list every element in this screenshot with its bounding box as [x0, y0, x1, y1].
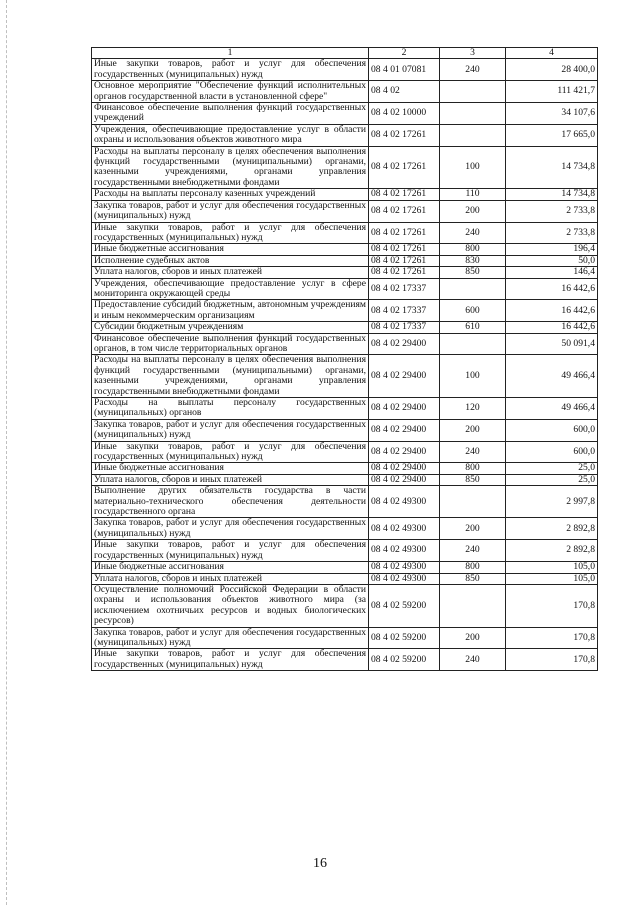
table-row — [92, 627, 598, 649]
row-code: 08 4 02 59200 — [369, 649, 440, 671]
table-row — [92, 124, 598, 146]
row-amount: 16 442,6 — [506, 278, 598, 300]
row-amount: 196,4 — [506, 244, 598, 255]
row-name: Уплата налогов, сборов и иных платежей — [92, 474, 369, 485]
row-amount: 2 892,8 — [506, 540, 598, 562]
row-amount: 14 734,8 — [506, 146, 598, 189]
table-row — [92, 562, 598, 573]
row-expense-type — [440, 333, 506, 355]
row-code: 08 4 02 59200 — [369, 627, 440, 649]
table-row — [92, 59, 598, 81]
row-amount: 14 734,8 — [506, 189, 598, 200]
row-amount: 2 733,8 — [506, 222, 598, 244]
row-amount: 105,0 — [506, 562, 598, 573]
table-row — [92, 463, 598, 474]
row-expense-type — [440, 124, 506, 146]
table-row — [92, 222, 598, 244]
row-amount: 2 892,8 — [506, 518, 598, 540]
row-code: 08 4 02 17337 — [369, 322, 440, 333]
header-col-4: 4 — [506, 48, 598, 59]
row-expense-type: 240 — [440, 222, 506, 244]
row-code: 08 4 01 07081 — [369, 59, 440, 81]
row-name: Иные бюджетные ассигнования — [92, 562, 369, 573]
row-name: Выполнение других обязательств государства в части материально-технического обеспечения деятельности государственного органа — [92, 486, 369, 518]
table-row — [92, 146, 598, 189]
row-name: Основное мероприятие "Обеспечение функций исполнительных органов государственной власти в установленной сфере" — [92, 81, 369, 103]
row-amount: 49 466,4 — [506, 398, 598, 420]
row-expense-type: 200 — [440, 518, 506, 540]
row-amount: 2 997,8 — [506, 486, 598, 518]
header-row — [92, 48, 598, 59]
row-name: Закупка товаров, работ и услуг для обеспечения государственных (муниципальных) нужд — [92, 627, 369, 649]
row-expense-type — [440, 81, 506, 103]
row-code: 08 4 02 49300 — [369, 540, 440, 562]
table-row — [92, 573, 598, 584]
row-expense-type — [440, 584, 506, 627]
row-code: 08 4 02 29400 — [369, 355, 440, 398]
row-amount: 170,8 — [506, 584, 598, 627]
row-amount: 50,0 — [506, 255, 598, 266]
row-expense-type: 600 — [440, 300, 506, 322]
row-expense-type: 200 — [440, 200, 506, 222]
table-row — [92, 398, 598, 420]
table-row — [92, 584, 598, 627]
row-expense-type: 100 — [440, 355, 506, 398]
row-amount: 2 733,8 — [506, 200, 598, 222]
row-amount: 600,0 — [506, 441, 598, 463]
row-expense-type: 240 — [440, 540, 506, 562]
table-row — [92, 474, 598, 485]
row-name: Расходы на выплаты персоналу в целях обеспечения выполнения функций государственными (муниципальными) органами, казенными учреждениями, органами управления государственными внебюджетными фондами — [92, 355, 369, 398]
row-expense-type: 850 — [440, 474, 506, 485]
row-code: 08 4 02 — [369, 81, 440, 103]
row-name: Закупка товаров, работ и услуг для обеспечения государственных (муниципальных) нужд — [92, 419, 369, 441]
row-code: 08 4 02 17261 — [369, 124, 440, 146]
row-code: 08 4 02 17261 — [369, 200, 440, 222]
row-code: 08 4 02 17337 — [369, 300, 440, 322]
row-amount: 170,8 — [506, 649, 598, 671]
table-row — [92, 200, 598, 222]
row-amount: 16 442,6 — [506, 322, 598, 333]
table-row — [92, 441, 598, 463]
row-expense-type: 240 — [440, 441, 506, 463]
row-expense-type: 100 — [440, 146, 506, 189]
row-name: Предоставление субсидий бюджетным, автономным учреждениям и иным некоммерческим организациям — [92, 300, 369, 322]
row-amount: 17 665,0 — [506, 124, 598, 146]
row-code: 08 4 02 49300 — [369, 486, 440, 518]
row-expense-type: 850 — [440, 573, 506, 584]
row-expense-type: 800 — [440, 463, 506, 474]
row-expense-type — [440, 486, 506, 518]
table-row — [92, 267, 598, 278]
row-code: 08 4 02 17261 — [369, 267, 440, 278]
row-amount: 111 421,7 — [506, 81, 598, 103]
table-row — [92, 649, 598, 671]
row-code: 08 4 02 17337 — [369, 278, 440, 300]
row-code: 08 4 02 17261 — [369, 146, 440, 189]
row-code: 08 4 02 29400 — [369, 474, 440, 485]
row-code: 08 4 02 29400 — [369, 463, 440, 474]
row-expense-type: 120 — [440, 398, 506, 420]
row-amount: 146,4 — [506, 267, 598, 278]
row-expense-type: 830 — [440, 255, 506, 266]
row-code: 08 4 02 17261 — [369, 255, 440, 266]
table-row — [92, 81, 598, 103]
row-name: Исполнение судебных актов — [92, 255, 369, 266]
row-name: Учреждения, обеспечивающие предоставление услуг в сфере мониторинга окружающей среды — [92, 278, 369, 300]
table-row — [92, 486, 598, 518]
row-expense-type: 110 — [440, 189, 506, 200]
row-amount: 25,0 — [506, 463, 598, 474]
row-code: 08 4 02 49300 — [369, 518, 440, 540]
row-code: 08 4 02 10000 — [369, 103, 440, 125]
table-row — [92, 322, 598, 333]
row-amount: 25,0 — [506, 474, 598, 485]
row-amount: 600,0 — [506, 419, 598, 441]
row-name: Закупка товаров, работ и услуг для обеспечения государственных (муниципальных) нужд — [92, 518, 369, 540]
row-expense-type: 800 — [440, 562, 506, 573]
row-amount: 28 400,0 — [506, 59, 598, 81]
table-row — [92, 255, 598, 266]
table-row — [92, 419, 598, 441]
header-col-1: 1 — [92, 48, 369, 59]
row-name: Иные закупки товаров, работ и услуг для обеспечения государственных (муниципальных) нужд — [92, 59, 369, 81]
table-row — [92, 540, 598, 562]
row-name: Иные закупки товаров, работ и услуг для обеспечения государственных (муниципальных) нужд — [92, 441, 369, 463]
row-code: 08 4 02 17261 — [369, 222, 440, 244]
table-row — [92, 103, 598, 125]
row-name: Иные закупки товаров, работ и услуг для обеспечения государственных (муниципальных) нужд — [92, 649, 369, 671]
row-name: Иные закупки товаров, работ и услуг для обеспечения государственных (муниципальных) нужд — [92, 222, 369, 244]
row-expense-type: 800 — [440, 244, 506, 255]
row-name: Иные закупки товаров, работ и услуг для обеспечения государственных (муниципальных) нужд — [92, 540, 369, 562]
row-expense-type: 240 — [440, 649, 506, 671]
budget-table — [91, 47, 598, 671]
row-name: Расходы на выплаты персоналу государственных (муниципальных) органов — [92, 398, 369, 420]
row-code: 08 4 02 29400 — [369, 333, 440, 355]
row-amount: 49 466,4 — [506, 355, 598, 398]
row-code: 08 4 02 59200 — [369, 584, 440, 627]
table-row — [92, 355, 598, 398]
row-code: 08 4 02 29400 — [369, 398, 440, 420]
scan-edge — [6, 0, 7, 905]
row-amount: 16 442,6 — [506, 300, 598, 322]
row-expense-type: 610 — [440, 322, 506, 333]
row-expense-type — [440, 103, 506, 125]
row-name: Субсидии бюджетным учреждениям — [92, 322, 369, 333]
row-name: Иные бюджетные ассигнования — [92, 244, 369, 255]
table-row — [92, 244, 598, 255]
table-row — [92, 518, 598, 540]
header-col-2: 2 — [369, 48, 440, 59]
row-expense-type: 200 — [440, 627, 506, 649]
row-expense-type: 240 — [440, 59, 506, 81]
row-name: Расходы на выплаты персоналу казенных учреждений — [92, 189, 369, 200]
row-code: 08 4 02 17261 — [369, 189, 440, 200]
row-name: Финансовое обеспечение выполнения функций государственных органов, в том числе территориальных органов — [92, 333, 369, 355]
table-row — [92, 333, 598, 355]
row-amount: 170,8 — [506, 627, 598, 649]
page-number: 16 — [313, 856, 327, 871]
row-expense-type: 200 — [440, 419, 506, 441]
row-name: Учреждения, обеспечивающие предоставление услуг в области охраны и использования объектов животного мира — [92, 124, 369, 146]
row-name: Финансовое обеспечение выполнения функций государственных учреждений — [92, 103, 369, 125]
row-amount: 50 091,4 — [506, 333, 598, 355]
table-body — [92, 59, 598, 671]
table-row — [92, 300, 598, 322]
row-code: 08 4 02 49300 — [369, 562, 440, 573]
row-code: 08 4 02 17261 — [369, 244, 440, 255]
row-name: Закупка товаров, работ и услуг для обеспечения государственных (муниципальных) нужд — [92, 200, 369, 222]
row-code: 08 4 02 29400 — [369, 441, 440, 463]
row-expense-type: 850 — [440, 267, 506, 278]
row-name: Расходы на выплаты персоналу в целях обеспечения выполнения функций государственными (муниципальными) органами, казенными учреждениями, органами управления государственными внебюджетными фондами — [92, 146, 369, 189]
row-name: Уплата налогов, сборов и иных платежей — [92, 573, 369, 584]
row-name: Осуществление полномочий Российской Федерации в области охраны и использования объектов животного мира (за исключением охотничьих ресурсов и водных биологических ресурсов) — [92, 584, 369, 627]
row-amount: 105,0 — [506, 573, 598, 584]
row-code: 08 4 02 49300 — [369, 573, 440, 584]
table-row — [92, 278, 598, 300]
row-name: Уплата налогов, сборов и иных платежей — [92, 267, 369, 278]
table-row — [92, 189, 598, 200]
row-name: Иные бюджетные ассигнования — [92, 463, 369, 474]
row-amount: 34 107,6 — [506, 103, 598, 125]
row-code: 08 4 02 29400 — [369, 419, 440, 441]
header-col-3: 3 — [440, 48, 506, 59]
row-expense-type — [440, 278, 506, 300]
